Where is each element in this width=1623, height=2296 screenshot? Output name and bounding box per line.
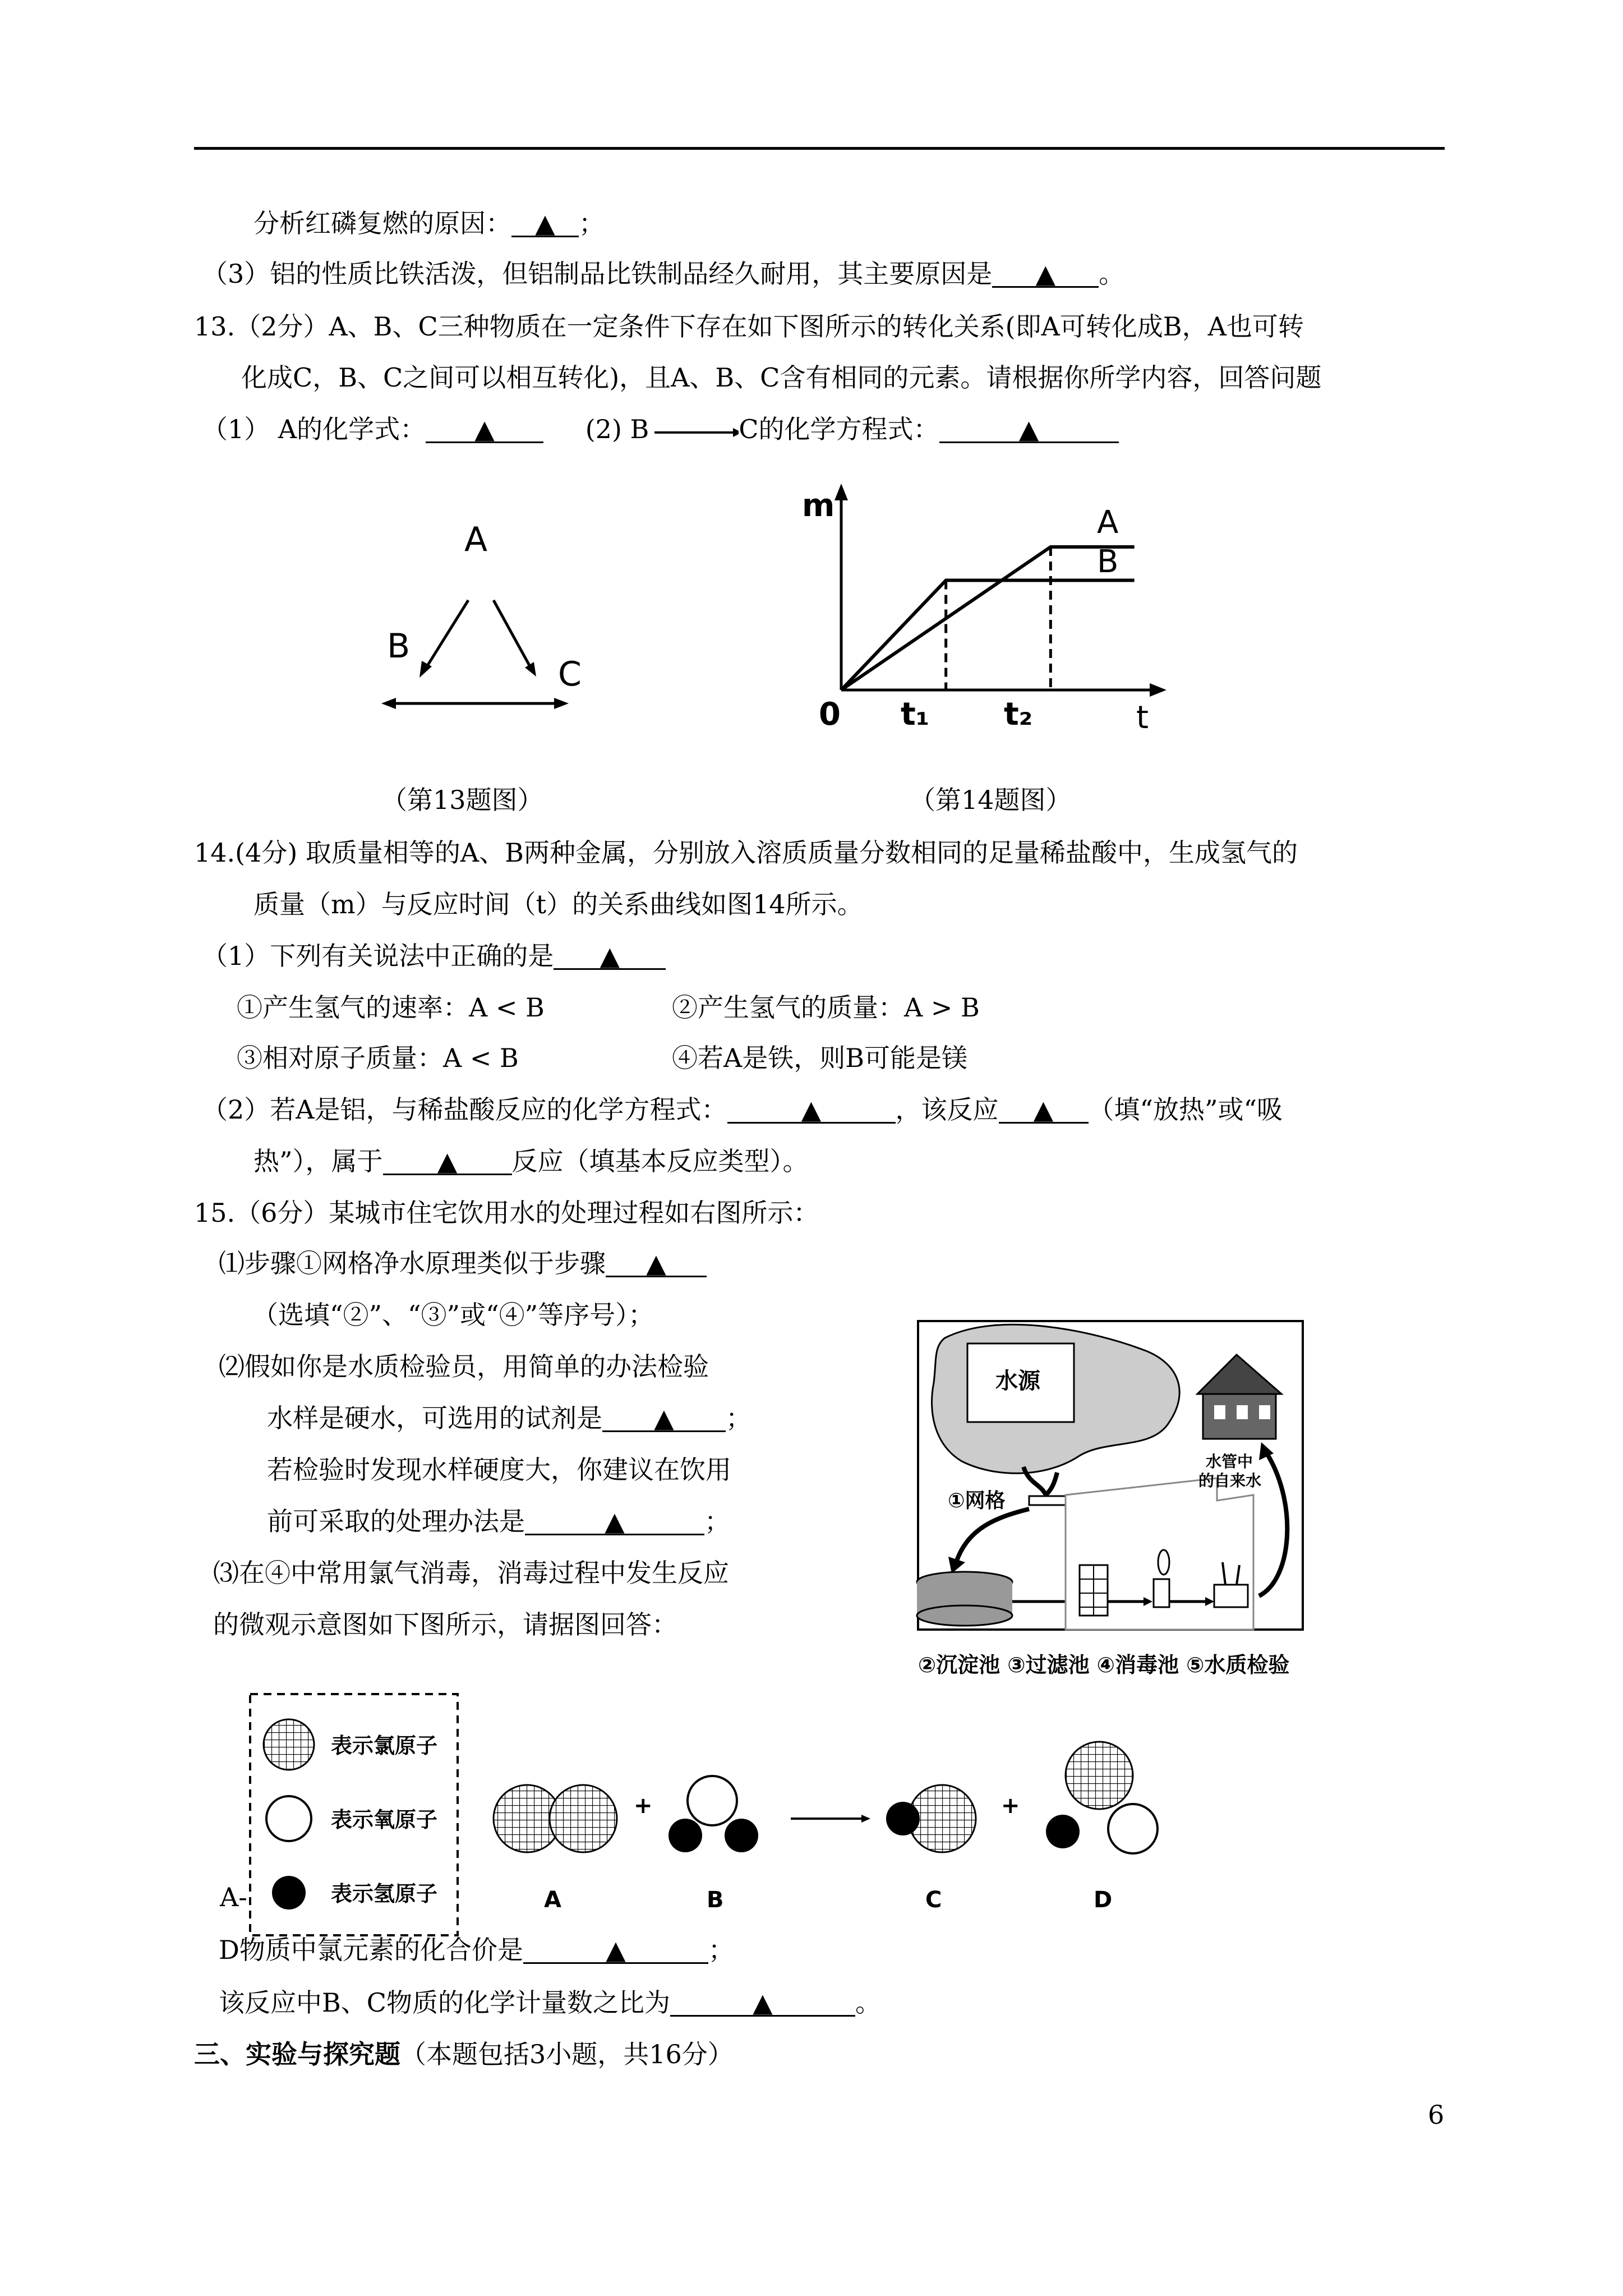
q15-step3-a: ⑶在④中常用氯气消毒，消毒过程中发生反应 xyxy=(213,1558,729,1588)
tick-label-t2: t₂ xyxy=(1004,696,1033,733)
node-b: B xyxy=(387,627,411,666)
answer-blank[interactable]: ▲ xyxy=(992,257,1099,288)
answer-blank[interactable]: ▲ xyxy=(602,1401,726,1432)
q14-line2: 质量（m）与反应时间（t）的关系曲线如图14所示。 xyxy=(253,889,863,919)
q15-step2-a: ⑵假如你是水质检验员，用简单的办法检验 xyxy=(219,1351,709,1382)
legend-chlorine: 表示氯原子 xyxy=(331,1733,438,1758)
answer-blank[interactable]: ▲ xyxy=(670,1986,855,2017)
process-steps-label: ②沉淀池 ③过滤池 ④消毒池 ⑤水质检验 xyxy=(918,1653,1290,1677)
q12-reason-line: 分析红磷复燃的原因： ▲ ； xyxy=(253,206,605,240)
q14-line1: 14.(4分) 取质量相等的A、B两种金属，分别放入溶质质量分数相同的足量稀盐酸中，生成氢气的 xyxy=(194,838,1298,868)
q15-step3-b: 的微观示意图如下图所示，请据图回答： xyxy=(213,1609,677,1640)
molecule-label-b: B xyxy=(707,1887,724,1913)
tick-label-t1: t₁ xyxy=(901,696,930,733)
series-line-b xyxy=(841,581,1135,691)
y-axis-arrow-icon xyxy=(834,484,848,500)
plus-sign: + xyxy=(1001,1793,1020,1819)
q14-part1: （1）下列有关说法中正确的是 ▲ xyxy=(202,939,666,973)
legend-oxygen: 表示氧原子 xyxy=(331,1807,438,1832)
answer-blank[interactable]: ▲ xyxy=(727,1093,896,1124)
a-prefix: A- xyxy=(220,1882,247,1912)
q13-line2: 化成C，B、C之间可以相互转化)，且A、B、C含有相同的元素。请根据你所学内容，回答问题 xyxy=(241,362,1322,393)
series-label-b: B xyxy=(1097,544,1119,580)
reaction-diagram xyxy=(213,1688,1200,1952)
origin-label: 0 xyxy=(819,696,841,733)
q14-option-2: ②产生氢气的质量：A > B xyxy=(672,992,980,1023)
series-line-a xyxy=(841,547,1135,690)
x-axis-label: t xyxy=(1136,700,1149,736)
hydrogen-atom-icon xyxy=(272,1876,306,1910)
q14-option-4: ④若A是铁，则B可能是镁 xyxy=(672,1043,968,1073)
molecule-d-atom xyxy=(1046,1815,1080,1848)
molecule-label-a: A xyxy=(544,1887,561,1913)
answer-blank[interactable]: ▲ xyxy=(606,1246,707,1277)
arrow-a-to-b xyxy=(426,600,468,668)
q14-chart xyxy=(796,482,1189,752)
molecule-d-atom xyxy=(1066,1742,1133,1809)
answer-blank[interactable]: ▲ xyxy=(999,1093,1089,1124)
oxygen-atom-icon xyxy=(266,1796,311,1841)
q15-line1: 15.（6分）某城市住宅饮用水的处理过程如右图所示： xyxy=(194,1198,819,1228)
legend-hydrogen: 表示氢原子 xyxy=(331,1881,438,1906)
answer-blank[interactable]: ▲ xyxy=(554,939,666,970)
q14-part2: （2）若A是铝，与稀盐酸反应的化学方程式： ▲ ，该反应 ▲ （填“放热”或“吸 xyxy=(202,1093,1283,1126)
answer-blank[interactable]: ▲ xyxy=(523,1933,708,1964)
q15-step2-b: 水样是硬水，可选用的试剂是 ▲ ； xyxy=(267,1401,751,1435)
series-label-a: A xyxy=(1097,504,1119,541)
q14-option-1: ①产生氢气的速率：A < B xyxy=(237,992,545,1023)
node-a: A xyxy=(464,520,488,559)
y-axis-label: m xyxy=(802,487,835,524)
answer-blank[interactable]: ▲ xyxy=(383,1144,512,1175)
water-treatment-diagram xyxy=(911,1315,1315,1680)
page-number: 6 xyxy=(1428,2100,1445,2130)
answer-blank[interactable]: ▲ xyxy=(939,412,1119,443)
chlorine-atom-icon xyxy=(264,1719,314,1770)
molecule-b-atom xyxy=(688,1776,737,1825)
mesh-label: ①网格 xyxy=(948,1489,1006,1512)
molecule-d-atom xyxy=(1108,1804,1158,1853)
q15-step1: ⑴步骤①网格净水原理类似于步骤 ▲ xyxy=(219,1246,707,1280)
q13-conversion-diagram xyxy=(359,516,606,729)
tap-water-label: 水管中 xyxy=(1206,1452,1253,1471)
molecule-label-d: D xyxy=(1094,1887,1113,1913)
q14-part2-cont: 热”），属于 ▲ 反应（填基本反应类型）。 xyxy=(253,1144,809,1178)
tap-water-label-2: 的自来水 xyxy=(1198,1471,1262,1490)
q15-step2-d: 前可采取的处理办法是 ▲ ； xyxy=(267,1504,730,1538)
answer-blank[interactable]: ▲ xyxy=(426,412,543,443)
answer-blank[interactable]: ▲ xyxy=(525,1504,704,1535)
molecule-a-atom xyxy=(550,1785,617,1852)
plus-sign: + xyxy=(634,1793,653,1819)
q15-step1-note: （选填“②”、“③”或“④”等序号）； xyxy=(252,1300,654,1330)
node-c: C xyxy=(558,655,582,694)
q15-step2-c: 若检验时发现水样硬度大，你建议在饮用 xyxy=(267,1455,731,1485)
disinfection-tank-icon xyxy=(1154,1579,1169,1607)
water-source-label: 水源 xyxy=(995,1368,1040,1394)
answer-blank[interactable]: ▲ xyxy=(511,206,579,237)
x-axis-arrow-icon xyxy=(1150,683,1166,697)
molecule-b-atom xyxy=(725,1819,758,1852)
q14-caption: （第14题图） xyxy=(910,785,1072,815)
q15-ratio: 该反应中B、C物质的化学计量数之比为 ▲ 。 xyxy=(219,1986,881,2019)
section3-heading: 三、实验与探究题（本题包括3小题，共16分） xyxy=(194,2039,734,2069)
q14-option-3: ③相对原子质量：A < B xyxy=(237,1043,519,1073)
arrow-a-to-c xyxy=(494,600,530,666)
q12-part3: （3）铝的性质比铁活泼，但铝制品比铁制品经久耐用，其主要原因是 ▲ 。 xyxy=(202,257,1124,291)
q13-subquestions: （1） A的化学式： ▲ (2) B C的化学方程式： ▲ xyxy=(202,412,1119,446)
molecule-c-atom xyxy=(886,1802,920,1835)
quality-test-icon xyxy=(1214,1585,1248,1607)
q13-line1: 13.（2分）A、B、C三种物质在一定条件下存在如下图所示的转化关系(即A可转化成B，A也可转 xyxy=(194,311,1304,342)
q15-d-valence: D物质中氯元素的化合价是 ▲ ； xyxy=(219,1933,734,1967)
header-rule xyxy=(194,147,1445,150)
q13-caption: （第13题图） xyxy=(381,785,543,815)
molecule-label-c: C xyxy=(925,1887,942,1913)
molecule-b-atom xyxy=(668,1819,702,1852)
